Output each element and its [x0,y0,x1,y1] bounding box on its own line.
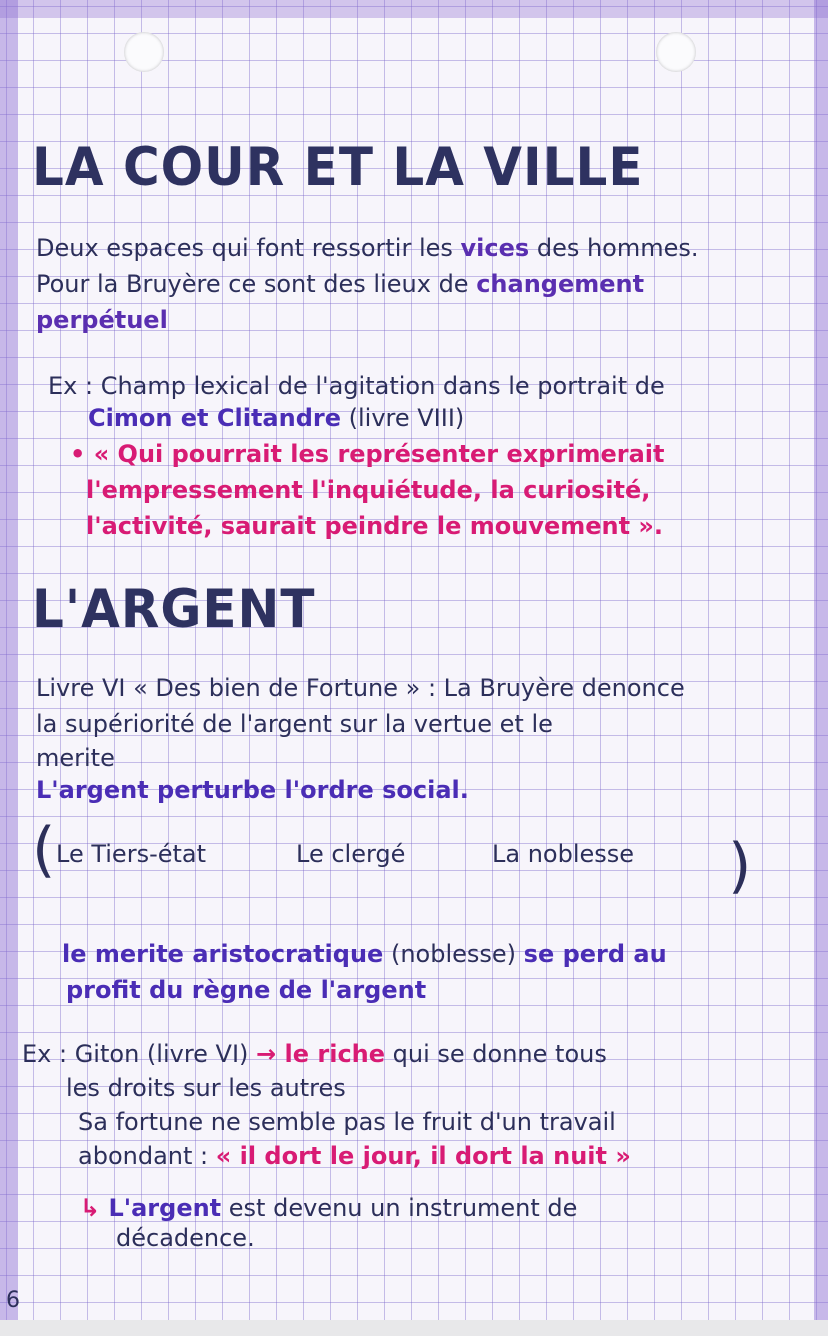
section2-example-line3: Sa fortune ne semble pas le fruit d'un travail [78,1108,616,1136]
keyword-cimon-clitandre: Cimon et Clitandre [88,404,341,432]
arrow-right-icon: → [256,1040,285,1068]
punch-hole-right [656,32,696,72]
page-number: 6 [6,1288,20,1313]
page-bottom-edge [0,1320,828,1336]
conclusion-line2: décadence. [116,1224,255,1252]
keyword-le-riche: le riche [284,1040,386,1068]
keyword-merite-aristocratique: le merite aristocratique [62,940,384,968]
section2-line2: la supériorité de l'argent sur la vertue et le [36,710,553,738]
section1-line1 [36,236,699,260]
quote-giton: « il dort le jour, il dort la nuit » [215,1142,631,1170]
keyword-vices: vices [460,234,530,262]
order-tiers-etat: Le Tiers-état [56,840,207,868]
top-margin [0,0,828,18]
keyword-l-argent: L'argent [108,1194,222,1222]
section2-example-line4 [78,1144,631,1168]
quote-line2: l'empressement l'inquiétude, la curiosité, [86,476,651,504]
section2-line1: Livre VI « Des bien de Fortune » : La Bruyère denonce [36,674,685,702]
text: qui se donne tous [385,1040,607,1068]
conclusion-line1 [80,1196,577,1220]
text: (livre VIII) [341,404,465,432]
bracket-left: ( [32,815,56,885]
text: Deux espaces qui font ressortir les [36,234,461,262]
order-noblesse: La noblesse [492,840,635,868]
text: des hommes. [529,234,699,262]
section1-example-line2 [88,406,464,430]
quote-line3: l'activité, saurait peindre le mouvement ». [86,512,664,540]
text: est devenu un instrument de [221,1194,578,1222]
text: Ex : Giton (livre VI) [22,1040,257,1068]
section2-example-line1 [22,1042,607,1066]
section1-title: LA COUR ET LA VILLE [32,136,644,198]
section1-line2 [36,272,644,296]
arrow-return-icon: ↳ [80,1194,109,1222]
section2-key-idea: L'argent perturbe l'ordre social. [36,776,469,804]
text: abondant : [78,1142,216,1170]
keyword-perpetuel: perpétuel [36,306,168,334]
text: Pour la Bruyère ce sont des lieux de [36,270,477,298]
text: (noblesse) [383,940,524,968]
keyword-changement: changement [476,270,645,298]
left-margin [0,0,18,1320]
quote-line1: • « Qui pourrait les représenter exprimerait [70,440,665,468]
section2-title: L'ARGENT [32,578,316,640]
punch-hole-left [124,32,164,72]
section2-example-line2: les droits sur les autres [66,1074,346,1102]
section1-example: Ex : Champ lexical de l'agitation dans le portrait de [48,372,665,400]
right-margin [814,0,828,1320]
keyword-se-perd: se perd au [523,940,667,968]
order-clerge: Le clergé [296,840,406,868]
bracket-right: ) [728,831,752,901]
section2-line3: merite [36,744,115,772]
merit-line1 [62,942,667,966]
merit-line2: profit du règne de l'argent [66,976,427,1004]
